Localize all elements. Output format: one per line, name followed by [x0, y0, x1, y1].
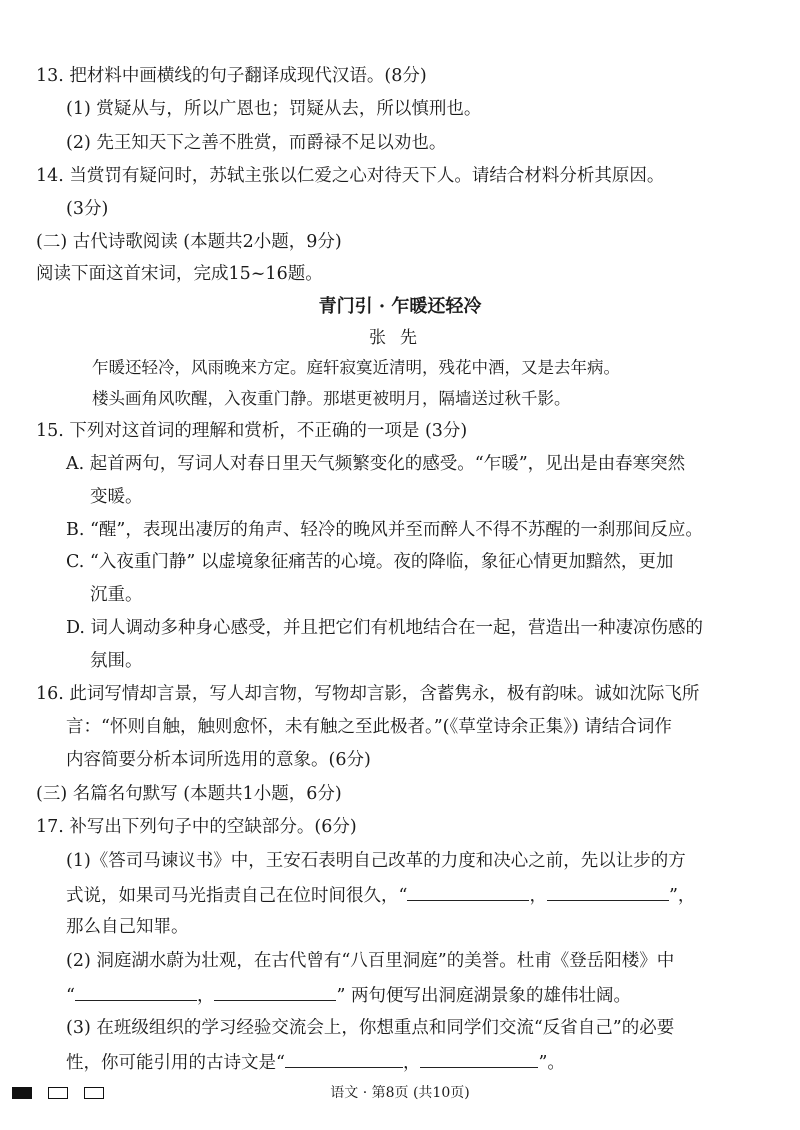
q17-part-3-text-b: ，: [402, 1053, 421, 1073]
q16-line-2: 言：“怀则自触，触则愈怀，未有触之至此极者。”(《草堂诗余正集》) 请结合词作: [66, 717, 672, 737]
answer-blank-6[interactable]: [420, 1049, 538, 1068]
q14-line-1: 14. 当赏罚有疑问时，苏轼主张以仁爱之心对待天下人。请结合材料分析其原因。: [36, 166, 665, 186]
q17-part-1-line-1: (1)《答司马谏议书》中，王安石表明自己改革的力度和决心之前，先以让步的方: [66, 851, 686, 871]
poem-line-1: 乍暖还轻冷，风雨晚来方定。庭轩寂寞近清明，残花中酒，又是去年病。: [92, 358, 620, 377]
q13-sentence-2: (2) 先王知天下之善不胜赏，而爵禄不足以劝也。: [66, 133, 447, 153]
q17-part-1-line-2: [66, 882, 695, 908]
q13-stem: 13. 把材料中画横线的句子翻译成现代汉语。(8分): [36, 66, 427, 86]
q16-line-3: 内容简要分析本词所选用的意象。(6分): [66, 750, 371, 770]
q17-part-2-line-1: (2) 洞庭湖水蔚为壮观，在古代曾有“八百里洞庭”的美誉。杜甫《登岳阳楼》中: [66, 951, 675, 971]
q15-option-c-line-2: 沉重。: [90, 585, 143, 605]
q15-option-a-line-2: 变暖。: [90, 487, 143, 507]
q15-option-c-line-1: C. “入夜重门静” 以虚境象征痛苦的心境。夜的降临，象征心情更加黯然，更加: [66, 552, 674, 572]
q17-part-3-text-a: 性，你可能引用的古诗文是“: [66, 1053, 285, 1073]
q14-line-2: (3分): [66, 199, 109, 219]
page-footer: 语文 · 第8页 (共10页): [330, 1085, 470, 1101]
q15-stem: 15. 下列对这首词的理解和赏析，不正确的一项是 (3分): [36, 421, 468, 441]
q17-part-2-text-a: “: [66, 986, 75, 1006]
q17-part-2-text-b: ，: [196, 986, 215, 1006]
q17-part-3-line-1: (3) 在班级组织的学习经验交流会上，你想重点和同学们交流“反省自己”的必要: [66, 1018, 675, 1038]
poem-author: 张先: [369, 328, 431, 348]
q17-part-2-line-2: [66, 982, 631, 1008]
q17-part-1-text-c: ”，: [668, 886, 696, 906]
poem-title: 青门引 · 乍暖还轻冷: [318, 296, 482, 317]
q15-option-b-line-1: B. “醒”，表现出凄厉的角声、轻冷的晚风并至而醉人不得不苏醒的一刹那间反应。: [66, 520, 703, 540]
section-2-heading: (二) 古代诗歌阅读 (本题共2小题，9分): [36, 232, 342, 252]
q15-option-d-line-1: D. 词人调动多种身心感受，并且把它们有机地结合在一起，营造出一种凄凉伤感的: [66, 618, 704, 638]
q17-part-2-text-c: ” 两句便写出洞庭湖景象的雄伟壮阔。: [336, 986, 631, 1006]
section-3-heading: (三) 名篇名句默写 (本题共1小题，6分): [36, 784, 342, 804]
q15-option-d-line-2: 氛围。: [90, 651, 143, 671]
answer-blank-1[interactable]: [407, 882, 529, 901]
q17-part-3-line-2: [66, 1049, 565, 1075]
q17-part-3-text-c: ”。: [538, 1053, 565, 1073]
answer-blank-3[interactable]: [75, 982, 197, 1001]
q17-part-1-text-a: 式说，如果司马光指责自己在位时间很久，“: [66, 886, 408, 906]
q17-part-1-text-b: ，: [529, 886, 547, 906]
section-2-intro: 阅读下面这首宋词，完成15~16题。: [36, 264, 323, 284]
q17-part-1-line-3: 那么自己知罪。: [66, 917, 189, 937]
q17-stem: 17. 补写出下列句子中的空缺部分。(6分): [36, 817, 357, 837]
q16-line-1: 16. 此词写情却言景，写人却言物，写物却言影，含蓄隽永，极有韵味。诚如沈际飞所: [36, 684, 700, 704]
poem-line-2: 楼头画角风吹醒，入夜重门静。那堪更被明月，隔墙送过秋千影。: [92, 389, 571, 408]
q15-option-a-line-1: A. 起首两句，写词人对春日里天气频繁变化的感受。“乍暖”，见出是由春寒突然: [66, 454, 686, 474]
answer-blank-2[interactable]: [547, 882, 669, 901]
answer-blank-5[interactable]: [285, 1049, 403, 1068]
q13-sentence-1: (1) 赏疑从与，所以广恩也；罚疑从去，所以慎刑也。: [66, 99, 482, 119]
answer-blank-4[interactable]: [214, 982, 336, 1001]
